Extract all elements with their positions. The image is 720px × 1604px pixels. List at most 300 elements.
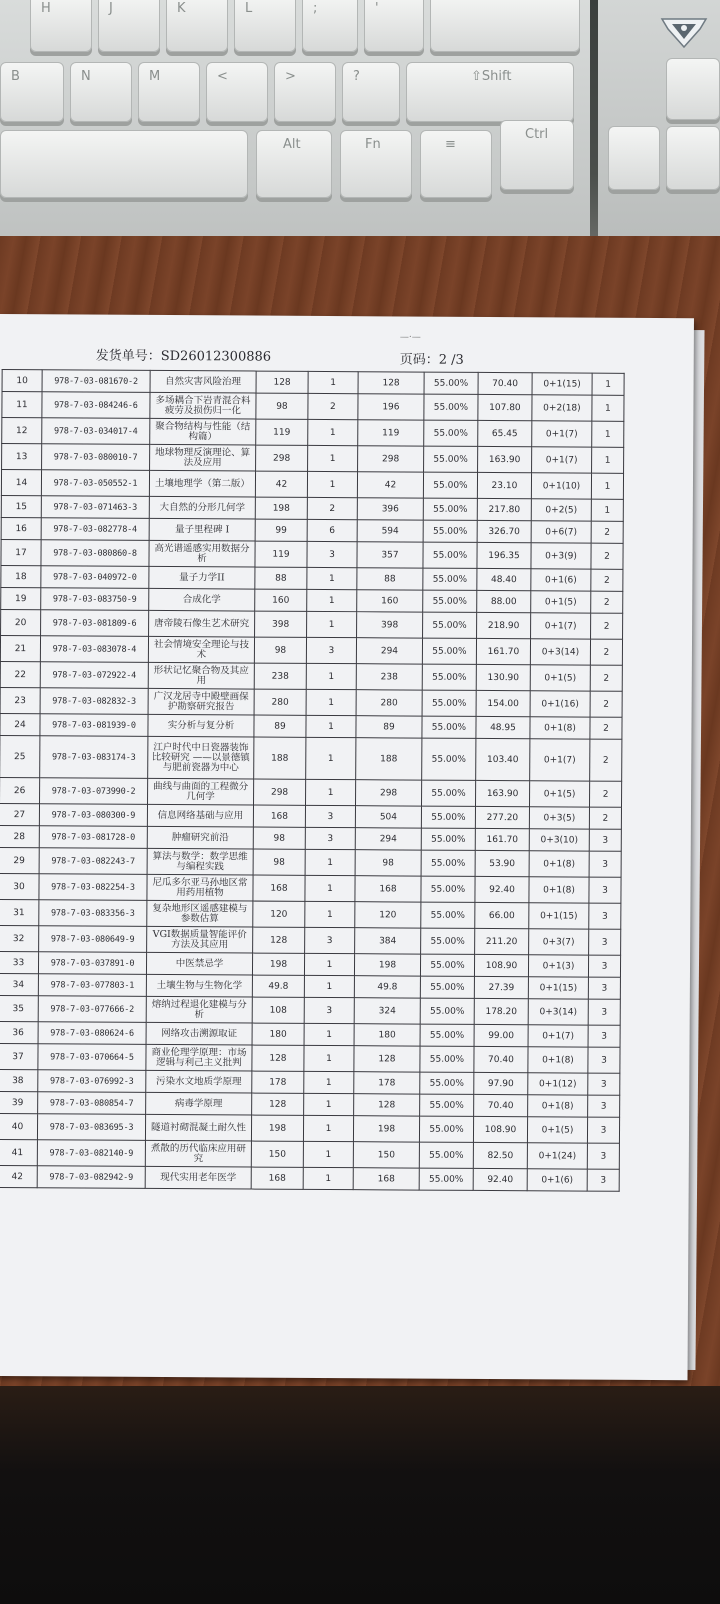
isbn-cell: 978-7-03-080010-7 <box>42 444 150 471</box>
quantity-cell: 1 <box>307 611 357 637</box>
package-cell: 1 <box>592 447 624 473</box>
isbn-cell: 978-7-03-034017-4 <box>42 418 150 445</box>
package-cell: 1 <box>591 473 623 499</box>
title-cell: 社会情境安全理论与技术 <box>148 636 254 663</box>
isbn-cell: 978-7-03-082140-9 <box>37 1140 145 1167</box>
quantity-cell: 1 <box>304 1045 354 1071</box>
discount-cell: 55.00% <box>419 1168 473 1190</box>
quantity-cell: 1 <box>303 1141 353 1167</box>
row-number: 15 <box>1 496 41 518</box>
isbn-cell: 978-7-03-080860-8 <box>41 540 149 567</box>
quantity-cell: 1 <box>307 589 357 611</box>
net-amount-cell: 108.90 <box>474 954 528 976</box>
amount-cell: 178 <box>354 1072 420 1094</box>
net-amount-cell: 218.90 <box>477 612 531 638</box>
row-number: 25 <box>0 736 40 778</box>
amount-cell: 396 <box>357 498 423 520</box>
quantity-cell: 1 <box>304 975 354 997</box>
key-comma: < <box>206 62 268 122</box>
isbn-cell: 978-7-03-082942-9 <box>37 1166 145 1189</box>
quantity-cell: 1 <box>304 1071 354 1093</box>
amount-cell: 294 <box>355 828 421 850</box>
isbn-cell: 978-7-03-081939-0 <box>40 714 148 737</box>
row-number: 28 <box>0 826 39 848</box>
quantity-cell: 1 <box>303 1115 353 1141</box>
row-number: 41 <box>0 1139 37 1165</box>
price-cell: 108 <box>252 997 304 1023</box>
package-cell: 2 <box>591 569 623 591</box>
isbn-cell: 978-7-03-081670-2 <box>42 370 150 393</box>
package-cell: 3 <box>588 1073 620 1095</box>
net-amount-cell: 196.35 <box>477 542 531 568</box>
discount-cell: 55.00% <box>421 806 475 828</box>
quantity-cell: 1 <box>304 1023 354 1045</box>
price-cell: 298 <box>254 779 306 805</box>
discount-cell: 55.00% <box>419 1142 473 1168</box>
discount-cell: 55.00% <box>421 902 475 928</box>
key-fn: Fn <box>340 130 412 198</box>
row-number: 39 <box>0 1092 38 1114</box>
brand-logo-icon <box>660 14 708 50</box>
quantity-cell: 1 <box>307 471 357 497</box>
row-number: 19 <box>1 588 41 610</box>
row-number: 38 <box>0 1070 38 1092</box>
row-number: 37 <box>0 1044 38 1070</box>
discount-cell: 55.00% <box>420 998 474 1024</box>
isbn-cell: 978-7-03-082254-3 <box>39 874 147 901</box>
amount-cell: 168 <box>355 876 421 902</box>
discount-cell: 55.00% <box>424 420 478 446</box>
quantity-cell: 2 <box>308 393 358 419</box>
allocation-cell: 0+1(7) <box>532 421 592 447</box>
key-k: K <box>166 0 228 52</box>
net-amount-cell: 70.40 <box>478 372 532 394</box>
quantity-cell: 1 <box>305 849 355 875</box>
discount-cell: 55.00% <box>423 520 477 542</box>
title-cell: 肿瘤研究前沿 <box>147 826 253 849</box>
row-number: 40 <box>0 1114 38 1140</box>
quantity-cell: 6 <box>307 519 357 541</box>
package-cell: 3 <box>588 999 620 1025</box>
discount-cell: 55.00% <box>423 590 477 612</box>
price-cell: 98 <box>253 827 305 849</box>
title-cell: 曲线与曲面的工程微分几何学 <box>148 778 254 805</box>
title-cell: 江户时代中日瓷器装饰比较研究 ——以景德镇与肥前瓷器为中心 <box>148 736 254 779</box>
quantity-cell: 1 <box>306 663 356 689</box>
row-number: 32 <box>0 926 39 952</box>
row-number: 31 <box>0 900 39 926</box>
allocation-cell: 0+3(9) <box>531 543 591 569</box>
price-cell: 98 <box>253 849 305 875</box>
package-cell: 3 <box>589 829 621 851</box>
quantity-cell: 1 <box>305 875 355 901</box>
key-m: M <box>138 62 200 122</box>
title-cell: 现代实用老年医学 <box>145 1166 251 1189</box>
items-table <box>0 369 625 1192</box>
key-alt: Alt <box>256 130 332 198</box>
price-cell: 120 <box>253 901 305 927</box>
keyboard-photo <box>0 0 720 248</box>
table-row <box>0 996 620 1026</box>
amount-cell: 280 <box>356 690 422 716</box>
quantity-cell: 3 <box>305 827 355 849</box>
net-amount-cell: 99.00 <box>474 1024 528 1046</box>
package-cell: 1 <box>592 373 624 395</box>
dark-floor <box>0 1386 720 1604</box>
table-row <box>1 540 623 570</box>
price-cell: 42 <box>255 471 307 497</box>
title-cell: 形状记忆聚合物及其应用 <box>148 662 254 689</box>
package-cell: 3 <box>589 929 621 955</box>
isbn-cell: 978-7-03-083695-3 <box>37 1114 145 1141</box>
isbn-cell: 978-7-03-040972-0 <box>41 566 149 589</box>
net-amount-cell: 88.00 <box>477 590 531 612</box>
amount-cell: 198 <box>354 954 420 976</box>
discount-cell: 55.00% <box>421 850 475 876</box>
amount-cell: 120 <box>355 902 421 928</box>
isbn-cell: 978-7-03-083078-4 <box>40 636 148 663</box>
title-cell: 污染水文地质学原理 <box>146 1070 252 1093</box>
isbn-cell: 978-7-03-082778-4 <box>41 518 149 541</box>
net-amount-cell: 178.20 <box>474 998 528 1024</box>
allocation-cell: 0+1(15) <box>528 977 588 999</box>
amount-cell: 128 <box>354 1046 420 1072</box>
allocation-cell: 0+1(5) <box>531 591 591 613</box>
allocation-cell: 0+1(16) <box>530 691 590 717</box>
quantity-cell: 2 <box>307 497 357 519</box>
discount-cell: 55.00% <box>420 1046 474 1072</box>
package-cell: 3 <box>587 1117 619 1143</box>
row-number: 29 <box>0 848 39 874</box>
isbn-cell: 978-7-03-050552-1 <box>41 470 149 497</box>
title-cell: 煮散的历代临床应用研究 <box>145 1140 251 1167</box>
row-number: 23 <box>0 688 40 714</box>
net-amount-cell: 70.40 <box>474 1094 528 1116</box>
price-cell: 119 <box>255 541 307 567</box>
row-number: 36 <box>0 1022 38 1044</box>
title-cell: 地球物理反演理论、算法及应用 <box>150 444 256 471</box>
allocation-cell: 0+1(8) <box>530 717 590 739</box>
net-amount-cell: 211.20 <box>475 928 529 954</box>
isbn-cell: 978-7-03-082243-7 <box>39 848 147 875</box>
package-cell: 2 <box>591 543 623 569</box>
quantity-cell: 1 <box>308 371 358 393</box>
quantity-cell: 1 <box>304 1093 354 1115</box>
table-row <box>2 392 624 422</box>
row-number: 10 <box>2 370 42 392</box>
table-row <box>2 444 624 474</box>
amount-cell: 594 <box>357 520 423 542</box>
table-row <box>0 662 622 692</box>
title-cell: 复杂地形区遥感建模与参数估算 <box>147 900 253 927</box>
quantity-cell: 1 <box>305 901 355 927</box>
quantity-cell: 1 <box>303 1167 353 1189</box>
isbn-cell: 978-7-03-080300-9 <box>39 804 147 827</box>
net-amount-cell: 108.90 <box>473 1116 527 1142</box>
price-cell: 98 <box>256 393 308 419</box>
amount-cell: 89 <box>356 716 422 738</box>
row-number: 30 <box>0 874 39 900</box>
key-arrow-up <box>666 58 720 120</box>
discount-cell: 55.00% <box>422 690 476 716</box>
row-number: 42 <box>0 1165 37 1187</box>
amount-cell: 298 <box>356 780 422 806</box>
package-cell: 3 <box>589 877 621 903</box>
row-number: 26 <box>0 778 40 804</box>
quantity-cell: 1 <box>308 445 358 471</box>
amount-cell: 324 <box>354 998 420 1024</box>
price-cell: 128 <box>253 927 305 953</box>
isbn-cell: 978-7-03-070664-5 <box>38 1044 146 1071</box>
amount-cell: 298 <box>358 446 424 472</box>
isbn-cell: 978-7-03-080854-7 <box>38 1092 146 1115</box>
amount-cell: 180 <box>354 1024 420 1046</box>
price-cell: 88 <box>255 567 307 589</box>
key-n: N <box>70 62 132 122</box>
key-j: J <box>98 0 160 52</box>
price-cell: 178 <box>252 1071 304 1093</box>
title-cell: 大自然的分形几何学 <box>149 496 255 519</box>
isbn-cell: 978-7-03-076992-3 <box>38 1070 146 1093</box>
title-cell: 中医禁忌学 <box>146 952 252 975</box>
row-number: 35 <box>0 996 38 1022</box>
allocation-cell: 0+6(7) <box>531 521 591 543</box>
allocation-cell: 0+1(7) <box>528 1025 588 1047</box>
allocation-cell: 0+1(8) <box>529 877 589 903</box>
quantity-cell: 3 <box>306 637 356 663</box>
discount-cell: 55.00% <box>424 446 478 472</box>
row-number: 13 <box>2 444 42 470</box>
items-table-body <box>0 370 624 1192</box>
isbn-cell: 978-7-03-081809-6 <box>41 610 149 637</box>
header-dash: —·— <box>399 332 421 343</box>
amount-cell: 398 <box>357 612 423 638</box>
amount-cell: 188 <box>356 738 422 780</box>
discount-cell: 55.00% <box>422 638 476 664</box>
quantity-cell: 3 <box>304 997 354 1023</box>
allocation-cell: 0+1(10) <box>531 473 591 499</box>
net-amount-cell: 103.40 <box>476 738 530 780</box>
price-cell: 180 <box>252 1023 304 1045</box>
package-cell: 2 <box>591 613 623 639</box>
allocation-cell: 0+1(6) <box>531 569 591 591</box>
discount-cell: 55.00% <box>421 876 475 902</box>
net-amount-cell: 163.90 <box>476 780 530 806</box>
price-cell: 198 <box>255 497 307 519</box>
net-amount-cell: 217.80 <box>477 498 531 520</box>
package-cell: 1 <box>592 421 624 447</box>
isbn-cell: 978-7-03-073990-2 <box>40 778 148 805</box>
package-cell: 2 <box>589 807 621 829</box>
allocation-cell: 0+1(7) <box>531 613 591 639</box>
amount-cell: 198 <box>353 1116 419 1142</box>
table-row <box>0 636 622 666</box>
package-cell: 3 <box>587 1143 619 1169</box>
package-cell: 2 <box>589 781 621 807</box>
package-cell: 2 <box>591 521 623 543</box>
title-cell: 合成化学 <box>149 588 255 611</box>
allocation-cell: 0+1(6) <box>527 1169 587 1191</box>
title-cell: 聚合物结构与性能（结构篇） <box>150 418 256 445</box>
price-cell: 128 <box>252 1045 304 1071</box>
title-cell: 商业伦理学原理：市场逻辑与利己主义批判 <box>146 1044 252 1071</box>
net-amount-cell: 161.70 <box>475 828 529 850</box>
title-cell: 土壤地理学（第二版） <box>149 470 255 497</box>
price-cell: 128 <box>252 1093 304 1115</box>
amount-cell: 150 <box>353 1142 419 1168</box>
key-shift: ⇧Shift <box>406 62 574 122</box>
title-cell: 算法与数学：数学思维与编程实践 <box>147 848 253 875</box>
row-number: 24 <box>0 714 40 736</box>
quantity-cell: 3 <box>307 541 357 567</box>
net-amount-cell: 163.90 <box>478 446 532 472</box>
discount-cell: 55.00% <box>420 976 474 998</box>
price-cell: 98 <box>254 637 306 663</box>
amount-cell: 238 <box>356 664 422 690</box>
title-cell: 隧道衬砌混凝土耐久性 <box>145 1114 251 1141</box>
discount-cell: 55.00% <box>422 716 476 738</box>
net-amount-cell: 130.90 <box>476 664 530 690</box>
row-number: 16 <box>1 518 41 540</box>
net-amount-cell: 66.00 <box>475 902 529 928</box>
amount-cell: 196 <box>358 394 424 420</box>
delivery-note-sheet <box>0 314 694 1380</box>
isbn-cell: 978-7-03-081728-0 <box>39 826 147 849</box>
title-cell: 信息网络基础与应用 <box>147 804 253 827</box>
allocation-cell: 0+1(3) <box>528 955 588 977</box>
net-amount-cell: 107.80 <box>478 394 532 420</box>
discount-cell: 55.00% <box>420 954 474 976</box>
net-amount-cell: 23.10 <box>477 472 531 498</box>
title-cell: 多场耦合下岩青混合料疲劳及损伤归一化 <box>150 392 256 419</box>
row-number: 22 <box>0 662 40 688</box>
net-amount-cell: 161.70 <box>476 638 530 664</box>
price-cell: 398 <box>255 611 307 637</box>
price-cell: 150 <box>251 1141 303 1167</box>
amount-cell: 128 <box>358 372 424 394</box>
isbn-cell: 978-7-03-071463-3 <box>41 496 149 519</box>
title-cell: 量子力学II <box>149 566 255 589</box>
page-number: 页码：2 /3 <box>399 352 464 368</box>
allocation-cell: 0+3(10) <box>529 829 589 851</box>
allocation-cell: 0+1(8) <box>528 1095 588 1117</box>
price-cell: 168 <box>253 875 305 901</box>
package-cell: 3 <box>589 851 621 877</box>
package-cell: 1 <box>592 395 624 421</box>
isbn-cell: 978-7-03-077803-1 <box>38 974 146 997</box>
allocation-cell: 0+1(8) <box>529 851 589 877</box>
price-cell: 99 <box>255 519 307 541</box>
row-number: 17 <box>1 540 41 566</box>
isbn-cell: 978-7-03-072922-4 <box>40 662 148 689</box>
quantity-cell: 1 <box>306 779 356 805</box>
package-cell: 3 <box>587 1169 619 1191</box>
price-cell: 160 <box>255 589 307 611</box>
table-row <box>0 778 622 808</box>
package-cell: 2 <box>590 691 622 717</box>
price-cell: 89 <box>254 715 306 737</box>
amount-cell: 119 <box>358 420 424 446</box>
quantity-cell: 1 <box>306 737 356 779</box>
quantity-cell: 1 <box>306 689 356 715</box>
discount-cell: 55.00% <box>419 1116 473 1142</box>
allocation-cell: 0+1(8) <box>528 1047 588 1073</box>
key-slash: ? <box>342 62 400 122</box>
discount-cell: 55.00% <box>424 372 478 394</box>
allocation-cell: 0+1(5) <box>530 665 590 691</box>
isbn-cell: 978-7-03-083356-3 <box>39 900 147 927</box>
package-cell: 3 <box>588 1095 620 1117</box>
package-cell: 2 <box>590 739 622 781</box>
title-cell: 实分析与复分析 <box>148 714 254 737</box>
table-row <box>0 848 621 878</box>
key-period: > <box>274 62 336 122</box>
amount-cell: 294 <box>356 638 422 664</box>
package-cell: 1 <box>591 499 623 521</box>
isbn-cell: 978-7-03-080649-9 <box>39 926 147 953</box>
price-cell: 238 <box>254 663 306 689</box>
package-cell: 3 <box>588 1025 620 1047</box>
key-enter <box>430 0 580 52</box>
key-semicolon: ; <box>302 0 358 52</box>
package-cell: 2 <box>590 639 622 665</box>
isbn-cell: 978-7-03-080624-6 <box>38 1022 146 1045</box>
title-cell: 尼瓜多尔亚马孙地区常用药用植物 <box>147 874 253 901</box>
quantity-cell: 1 <box>304 953 354 975</box>
net-amount-cell: 277.20 <box>475 806 529 828</box>
discount-cell: 55.00% <box>423 612 477 638</box>
net-amount-cell: 65.45 <box>478 420 532 446</box>
package-cell: 3 <box>589 903 621 929</box>
net-amount-cell: 97.90 <box>474 1072 528 1094</box>
discount-cell: 55.00% <box>422 664 476 690</box>
row-number: 18 <box>1 566 41 588</box>
net-amount-cell: 326.70 <box>477 520 531 542</box>
table-row <box>0 1139 619 1169</box>
key-h: H <box>30 0 92 52</box>
price-cell: 119 <box>256 419 308 445</box>
key-arrow-left <box>608 126 660 190</box>
discount-cell: 55.00% <box>420 1024 474 1046</box>
key-space <box>0 130 248 198</box>
net-amount-cell: 27.39 <box>474 976 528 998</box>
table-row <box>0 874 621 904</box>
net-amount-cell: 48.40 <box>477 568 531 590</box>
amount-cell: 160 <box>357 590 423 612</box>
row-number: 33 <box>0 952 39 974</box>
amount-cell: 168 <box>353 1168 419 1190</box>
net-amount-cell: 92.40 <box>473 1168 527 1190</box>
title-cell: 唐帝陵石像生艺术研究 <box>149 610 255 637</box>
row-number: 12 <box>2 418 42 444</box>
table-row <box>0 736 622 782</box>
row-number: 21 <box>0 636 40 662</box>
key-l: L <box>234 0 296 52</box>
key-quote: ' <box>364 0 424 52</box>
discount-cell: 55.00% <box>421 828 475 850</box>
discount-cell: 55.00% <box>423 472 477 498</box>
amount-cell: 98 <box>355 850 421 876</box>
net-amount-cell: 48.95 <box>476 716 530 738</box>
net-amount-cell: 53.90 <box>475 850 529 876</box>
amount-cell: 49.8 <box>354 976 420 998</box>
amount-cell: 384 <box>355 928 421 954</box>
table-row <box>0 688 622 718</box>
allocation-cell: 0+1(15) <box>532 373 592 395</box>
net-amount-cell: 70.40 <box>474 1046 528 1072</box>
allocation-cell: 0+1(24) <box>527 1143 587 1169</box>
price-cell: 168 <box>253 805 305 827</box>
